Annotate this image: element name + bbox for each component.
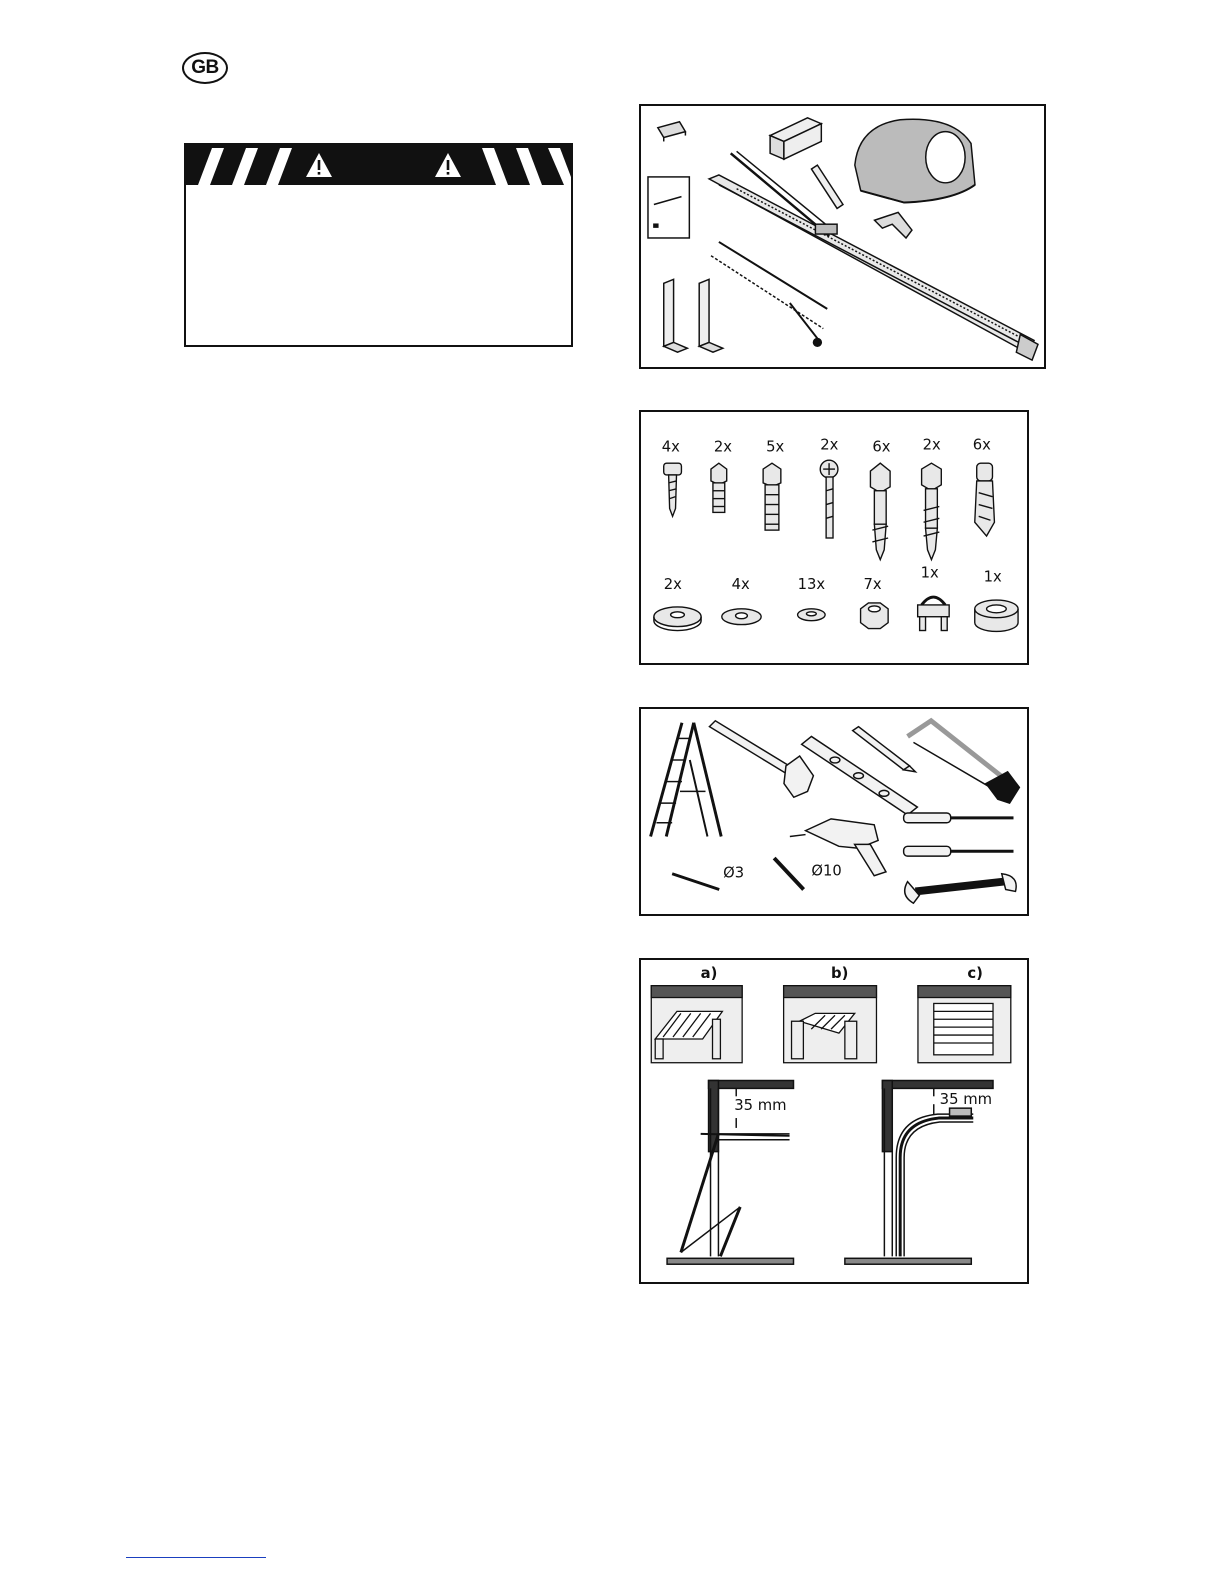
wire-clamp-icon — [918, 597, 949, 630]
country-badge — [182, 52, 228, 84]
wrench-icon — [905, 874, 1016, 903]
hanger-bracket-icon — [664, 279, 723, 352]
screw-qty-label: 6x — [872, 438, 891, 456]
door-types-illustration — [641, 960, 1027, 1282]
screw-qty-label: 2x — [713, 438, 733, 456]
clearance-label: 35 mm — [939, 1091, 993, 1109]
bolt-icon — [763, 463, 781, 530]
manual-icon — [648, 177, 689, 238]
screw-qty-label: 5x — [766, 438, 785, 456]
door-type-label: b) — [831, 964, 849, 982]
washer-qty-label: 2x — [663, 576, 682, 594]
bolt-icon — [711, 463, 727, 512]
canopy-door-icon — [784, 986, 877, 1063]
hardware-illustration — [641, 412, 1027, 663]
screwdriver-icon — [904, 813, 1014, 823]
package-contents-figure — [639, 104, 1046, 369]
washer-icon — [722, 609, 761, 625]
washer-icon — [798, 609, 826, 621]
warning-banner — [186, 145, 571, 345]
warning-box — [184, 143, 573, 347]
drill-bit-size-label: Ø10 — [811, 862, 842, 880]
door-type-label: a) — [700, 964, 718, 982]
screw-icon — [664, 463, 682, 516]
lag-screw-icon — [870, 463, 890, 559]
tools-figure — [639, 707, 1029, 916]
footer-rule — [126, 1557, 266, 1558]
door-type-label: c) — [967, 964, 983, 982]
washer-icon — [654, 607, 701, 631]
washer-qty-label: 7x — [863, 576, 882, 594]
screw-qty-label: 2x — [820, 436, 839, 454]
package-contents-illustration — [641, 106, 1044, 367]
screw-qty-label: 2x — [922, 436, 941, 454]
screw-qty-label: 6x — [972, 436, 991, 454]
washer-qty-label: 1x — [983, 568, 1002, 586]
spacer-icon — [975, 600, 1018, 631]
washer-qty-label: 13x — [797, 576, 826, 594]
hammer-icon — [709, 721, 813, 798]
screw-icon — [820, 460, 838, 538]
nut-icon — [861, 603, 889, 629]
hacksaw-icon — [908, 721, 1020, 803]
remote-control-icon — [658, 122, 686, 142]
rod-icon — [711, 242, 827, 346]
pencil-icon — [853, 727, 916, 772]
wall-plug-icon — [975, 463, 995, 536]
screwdriver-icon — [904, 846, 1014, 856]
tools-illustration — [641, 709, 1027, 914]
up-and-over-door-icon — [651, 986, 742, 1063]
hardware-figure — [639, 410, 1029, 665]
clearance-label: 35 mm — [734, 1097, 787, 1115]
country-code: GB — [191, 57, 219, 78]
lag-screw-icon — [922, 463, 942, 559]
spirit-level-icon — [802, 736, 918, 814]
ladder-icon — [651, 723, 722, 837]
door-types-figure — [639, 958, 1029, 1284]
bracket-icon — [770, 118, 821, 159]
strap-icon — [811, 165, 843, 208]
washer-qty-label: 1x — [920, 564, 939, 582]
drill-bit-size-label: Ø3 — [723, 864, 745, 882]
washer-qty-label: 4x — [731, 576, 750, 594]
sectional-door-icon — [918, 986, 1011, 1063]
screw-qty-label: 4x — [661, 438, 680, 456]
motor-housing-icon — [855, 119, 975, 202]
angle-bracket-icon — [875, 212, 912, 238]
